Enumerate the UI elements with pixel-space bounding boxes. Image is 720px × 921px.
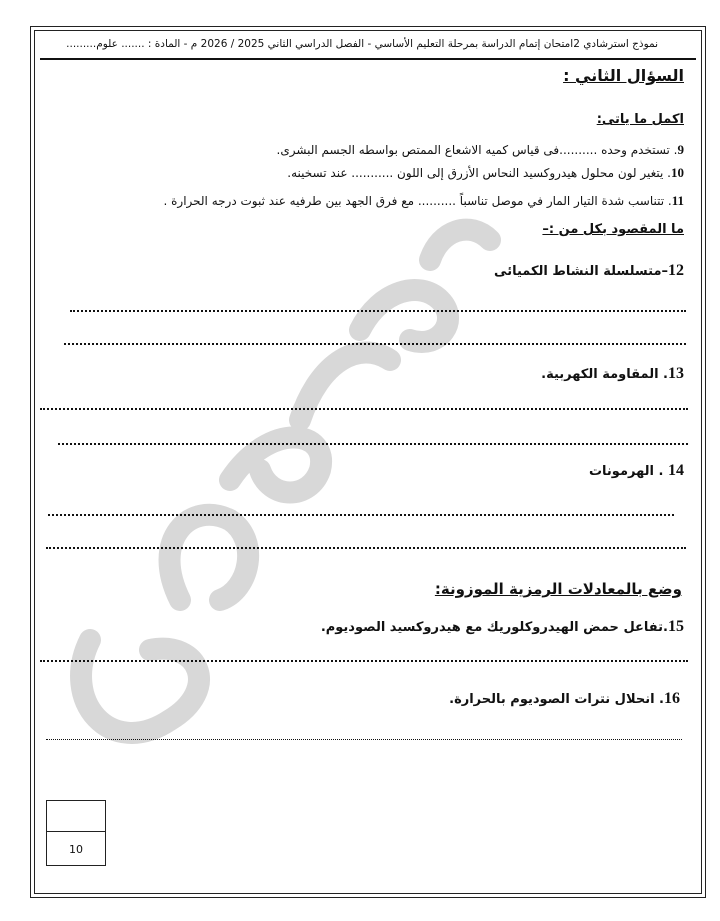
item-number: 16 [664,690,680,707]
answer-line[interactable] [58,443,688,445]
item-text: .تفاعل حمض الهيدروكلوريك مع هيدروكسيد الصوديوم. [320,620,668,635]
item-text: . تتناسب شدة التيار المار في موصل تناسباً .......... مع فرق الجهد بين طرفيه عند ثبوت درجه الحرارة . [163,194,672,208]
item-text: . يتغير لون محلول هيدروكسيد النحاس الأزرق إلى اللون ........... عند تسخينه. [287,166,671,180]
item-text: –متسلسلة النشاط الكميائى [494,264,668,279]
item-number: 10 [671,165,684,180]
answer-line[interactable] [40,660,688,662]
item-number: 11 [671,193,684,208]
item-number: 15 [668,618,684,635]
item-number: 12 [668,262,684,279]
definitions-title: ما المقصود بكل من :– [542,222,684,237]
answer-line[interactable] [70,310,686,312]
score-box [46,800,106,866]
item-number: 13 [668,365,684,382]
item-number: 14 [668,462,684,479]
complete-title: اكمل ما ياتى: [596,112,684,127]
header-divider [40,58,696,60]
answer-line[interactable] [64,343,686,345]
item-text: . المقاومة الكهربية. [541,367,668,382]
exam-header: نموذج استرشادي 2امتحان إتمام الدراسة بمرحلة التعليم الأساسي - الفصل الدراسي الثاني 2025 / 2026 م - المادة : ....... علوم......... [66,38,658,50]
item-text: . انحلال نترات الصوديوم بالحرارة. [449,692,664,707]
equation-item-16 [449,690,680,708]
answer-line[interactable] [40,408,688,410]
equations-title: وضع بالمعادلات الرمزية الموزونة: [434,580,682,598]
score-divider [47,831,105,832]
item-text: . الهرمونات [588,464,668,479]
answer-line[interactable] [48,514,674,516]
definition-item-13 [541,365,684,383]
complete-item-10 [287,165,684,181]
answer-line[interactable] [46,547,686,549]
complete-item-11 [163,193,684,209]
equation-item-15 [321,618,684,636]
complete-item-9 [277,142,684,158]
answer-line[interactable] [46,739,682,740]
definition-item-14 [589,462,684,480]
question-title: السؤال الثاني : [563,66,684,85]
score-value: 10 [69,843,83,856]
definition-item-12 [494,262,684,280]
item-text: . تستخدم وحده ..........فى قياس كميه الاشعاع الممتص بواسطه الجسم البشرى. [276,143,678,157]
item-number: 9 [677,142,684,157]
